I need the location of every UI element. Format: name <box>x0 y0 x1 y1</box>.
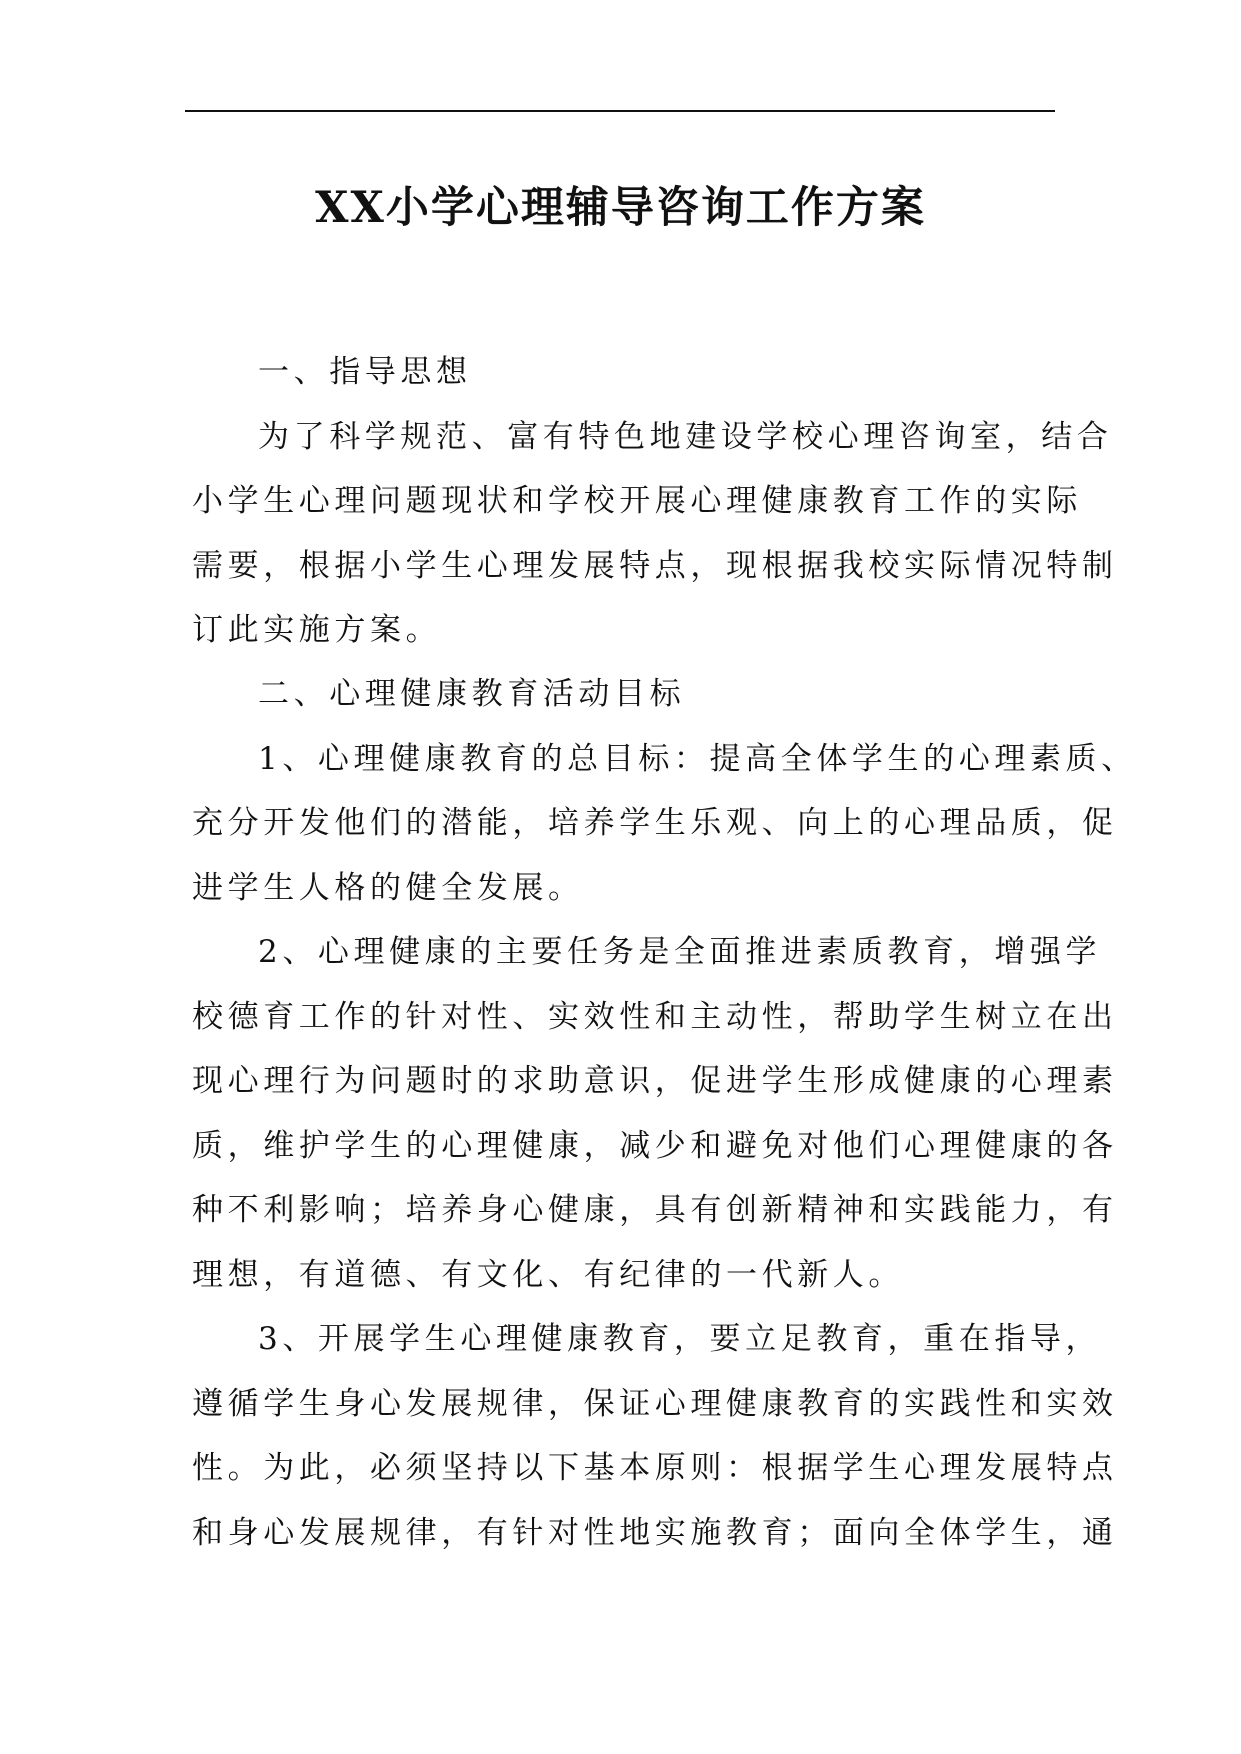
section-heading-1: 一、指导思想 <box>258 354 472 390</box>
paragraph-line: 2、心理健康的主要任务是全面推进素质教育，增强学 <box>258 934 1102 970</box>
document-title: XX小学心理辅导咨询工作方案 <box>315 183 926 233</box>
paragraph-line: 为了科学规范、富有特色地建设学校心理咨询室，结合 <box>258 419 1113 455</box>
paragraph-line: 1、心理健康教育的总目标：提高全体学生的心理素质、 <box>258 741 1137 777</box>
section-heading-2: 二、心理健康教育活动目标 <box>258 676 686 712</box>
paragraph-line: 校德育工作的针对性、实效性和主动性，帮助学生树立在出 <box>192 999 1118 1035</box>
paragraph-line: 质，维护学生的心理健康，减少和避免对他们心理健康的各 <box>192 1128 1118 1164</box>
paragraph-line: 理想，有道德、有文化、有纪律的一代新人。 <box>192 1257 904 1293</box>
paragraph-line: 小学生心理问题现状和学校开展心理健康教育工作的实际 <box>192 483 1082 519</box>
paragraph-line: 现心理行为问题时的求助意识，促进学生形成健康的心理素 <box>192 1063 1118 1099</box>
paragraph-line: 充分开发他们的潜能，培养学生乐观、向上的心理品质，促 <box>192 805 1118 841</box>
paragraph-line: 订此实施方案。 <box>192 612 442 648</box>
paragraph-line: 性。为此，必须坚持以下基本原则：根据学生心理发展特点 <box>192 1450 1118 1486</box>
paragraph-line: 种不利影响；培养身心健康，具有创新精神和实践能力，有 <box>192 1192 1118 1228</box>
paragraph-line: 和身心发展规律，有针对性地实施教育；面向全体学生，通 <box>192 1515 1118 1551</box>
paragraph-line: 需要，根据小学生心理发展特点，现根据我校实际情况特制 <box>192 548 1118 584</box>
paragraph-line: 3、开展学生心理健康教育，要立足教育，重在指导， <box>258 1321 1102 1357</box>
header-rule <box>185 110 1055 112</box>
paragraph-line: 进学生人格的健全发展。 <box>192 870 584 906</box>
paragraph-line: 遵循学生身心发展规律，保证心理健康教育的实践性和实效 <box>192 1386 1118 1422</box>
